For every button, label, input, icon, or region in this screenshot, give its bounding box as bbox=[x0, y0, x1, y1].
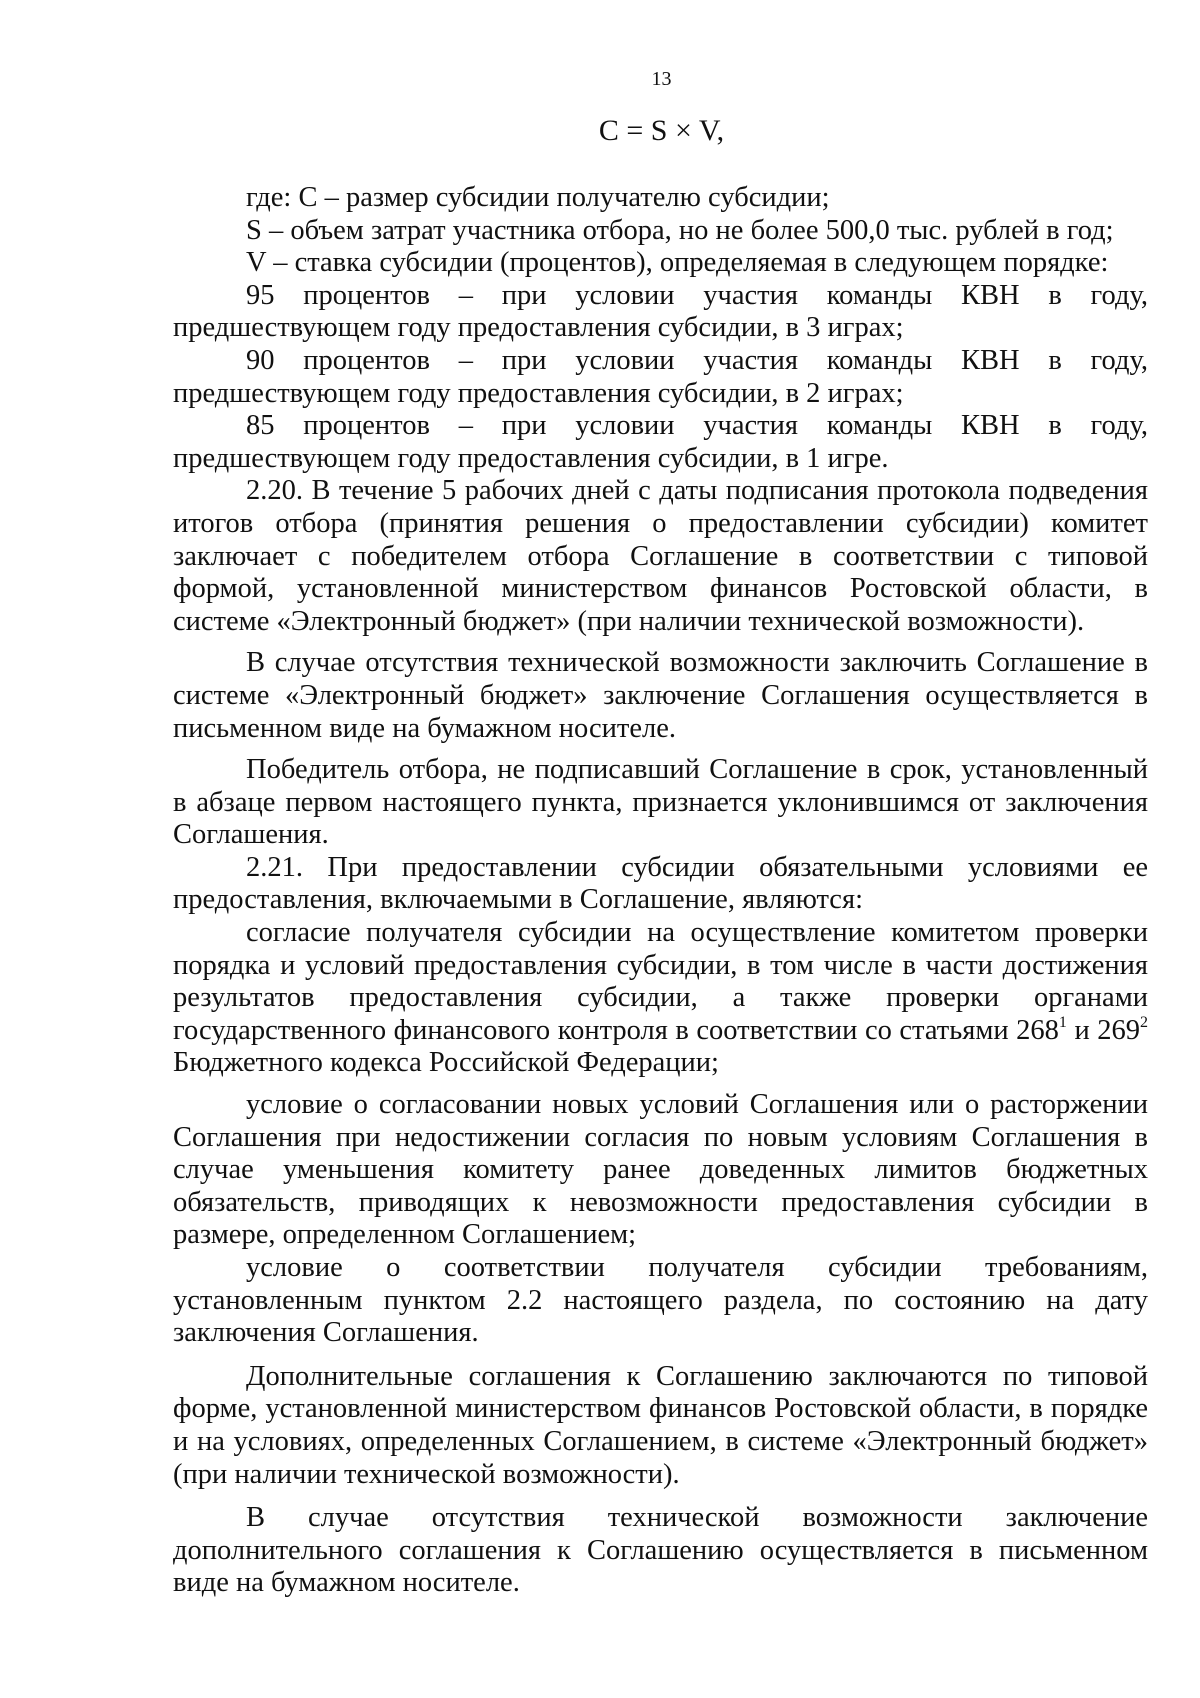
document-body bbox=[173, 182, 1148, 1600]
page-number: 13 bbox=[651, 68, 672, 90]
paragraph-definition-v: V – ставка субсидии (процентов), определяемая в следующем порядке: bbox=[246, 247, 1109, 279]
paragraph-paper-form: В случае отсутствия технической возможности заключение дополнительного соглашения к Соглашению осуществляется в письменном виде на бумажном носителе. bbox=[173, 1502, 1148, 1599]
consent-text-part2: и 269 bbox=[1066, 1014, 1140, 1046]
paragraph-definition-c: где: С – размер субсидии получателю субсидии; bbox=[246, 182, 830, 213]
consent-text-part3: Бюджетного кодекса Российской Федерации; bbox=[173, 1047, 719, 1079]
paragraph-compliance: условие о соответствии получателя субсидии требованиям, установленным пунктом 2.2 настоящего раздела, по состоянию на дату заключения Соглашения. bbox=[173, 1252, 1148, 1349]
paragraph-rate-95: 95 процентов – при условии участия команды КВН в году, предшествующем году предоставления субсидии, в 3 играх; bbox=[173, 279, 1148, 344]
paragraph-new-conditions: условие о согласовании новых условий Соглашения или о расторжении Соглашения при недостижении согласия по новым условиям Соглашения в случае уменьшения комитету ранее доведенных лимитов бюджетных обязательств, приводящих к невозможности предоставления субсидии в размере, определенном Соглашением; bbox=[173, 1089, 1148, 1251]
superscript-1: 1 bbox=[1058, 1013, 1067, 1031]
paragraph-additional-agreements: Дополнительные соглашения к Соглашению заключаются по типовой форме, установленной министерством финансов Ростовской области, в порядке и на условиях, определенных Соглашением, в системе «Электронный бюджет» (при наличии технической возможности). bbox=[173, 1360, 1148, 1490]
paragraph-2-20: 2.20. В течение 5 рабочих дней с даты подписания протокола подведения итогов отбора (принятия решения о предоставлении субсидии) комитет заключает с победителем отбора Соглашение в соответствии с типовой формой, установленной министерством финансов Ростовской области, в системе «Электронный бюджет» (при наличии технической возможности). bbox=[173, 475, 1148, 637]
formula: C = S × V, bbox=[598, 114, 725, 147]
paragraph-no-technical-possibility: В случае отсутствия технической возможности заключить Соглашение в системе «Электронный бюджет» заключение Соглашения осуществляется в письменном виде на бумажном носителе. bbox=[173, 647, 1148, 744]
consent-text-part1: согласие получателя субсидии на осуществление комитетом проверки порядка и условий предоставления субсидии, в том числе в части достижения результатов предоставления субсидии, а также проверки органами государственного финансового контроля в соответствии со статьями 268 bbox=[173, 917, 1148, 1046]
paragraph-rate-90: 90 процентов – при условии участия команды КВН в году, предшествующем году предоставления субсидии, в 2 играх; bbox=[173, 344, 1148, 409]
paragraph-definition-s: S – объем затрат участника отбора, но не более 500,0 тыс. рублей в год; bbox=[246, 214, 1114, 246]
paragraph-rate-85: 85 процентов – при условии участия команды КВН в году, предшествующем году предоставления субсидии, в 1 игре. bbox=[173, 410, 1148, 474]
paragraph-consent-inspection bbox=[173, 917, 1148, 1080]
paragraph-2-21: 2.21. При предоставлении субсидии обязательными условиями ее предоставления, включаемыми в Соглашение, являются: bbox=[173, 851, 1148, 916]
paragraph-winner-evasion: Победитель отбора, не подписавший Соглашение в срок, установленный в абзаце первом настоящего пункта, признается уклонившимся от заключения Соглашения. bbox=[173, 754, 1148, 851]
superscript-2: 2 bbox=[1140, 1013, 1148, 1031]
